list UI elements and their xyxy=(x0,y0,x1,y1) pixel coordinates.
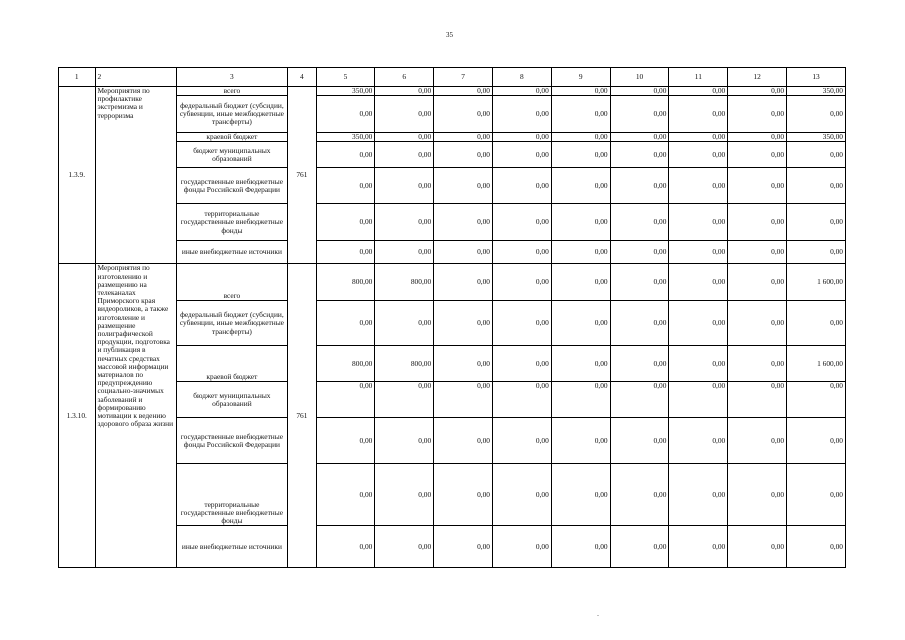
amount-cell: 0,00 xyxy=(669,418,728,464)
amount-cell: 0,00 xyxy=(375,204,434,241)
amount-cell: 0,00 xyxy=(669,346,728,382)
amount-cell: 0,00 xyxy=(493,382,552,418)
amount-cell: 350,00 xyxy=(787,133,846,142)
amount-cell: 0,00 xyxy=(493,204,552,241)
table-row xyxy=(59,87,846,96)
amount-cell: 0,00 xyxy=(434,264,493,301)
amount-cell: 0,00 xyxy=(551,418,610,464)
amount-cell: 0,00 xyxy=(610,418,669,464)
amount-cell: 0,00 xyxy=(610,168,669,204)
amount-cell: 0,00 xyxy=(375,133,434,142)
funding-source: всего xyxy=(176,87,288,96)
amount-cell: 0,00 xyxy=(316,418,375,464)
amount-cell: 0,00 xyxy=(610,464,669,526)
amount-cell: 0,00 xyxy=(787,142,846,168)
amount-cell: 0,00 xyxy=(728,464,787,526)
amount-cell: 0,00 xyxy=(728,133,787,142)
amount-cell: 0,00 xyxy=(610,204,669,241)
amount-cell: 350,00 xyxy=(787,87,846,96)
column-header: 10 xyxy=(610,68,669,87)
column-header: 2 xyxy=(95,68,176,87)
amount-cell: 0,00 xyxy=(551,346,610,382)
amount-cell: 0,00 xyxy=(375,168,434,204)
amount-cell: 0,00 xyxy=(610,301,669,346)
column-header: 12 xyxy=(728,68,787,87)
amount-cell: 0,00 xyxy=(728,418,787,464)
activity-code: 1.3.10. xyxy=(59,264,96,568)
column-header: 5 xyxy=(316,68,375,87)
table-row xyxy=(59,204,846,241)
amount-cell: 0,00 xyxy=(551,301,610,346)
amount-cell: 0,00 xyxy=(669,96,728,133)
amount-cell: 0,00 xyxy=(551,264,610,301)
column-header: 11 xyxy=(669,68,728,87)
amount-cell: 0,00 xyxy=(316,204,375,241)
funding-source: краевой бюджет xyxy=(176,346,288,382)
amount-cell: 0,00 xyxy=(787,96,846,133)
amount-cell: 0,00 xyxy=(316,241,375,264)
amount-cell: 0,00 xyxy=(375,87,434,96)
amount-cell: 0,00 xyxy=(434,526,493,568)
table-row xyxy=(59,133,846,142)
amount-cell: 350,00 xyxy=(316,87,375,96)
column-header: 6 xyxy=(375,68,434,87)
amount-cell: 0,00 xyxy=(493,96,552,133)
table-row xyxy=(59,264,846,301)
amount-cell: 0,00 xyxy=(669,464,728,526)
amount-cell: 0,00 xyxy=(434,168,493,204)
budget-table xyxy=(58,67,846,568)
amount-cell: 0,00 xyxy=(493,418,552,464)
amount-cell: 0,00 xyxy=(787,418,846,464)
funding-source: иные внебюджетные источники xyxy=(176,526,288,568)
column-header: 13 xyxy=(787,68,846,87)
funding-source: всего xyxy=(176,264,288,301)
amount-cell: 0,00 xyxy=(728,204,787,241)
table-row xyxy=(59,418,846,464)
responsible-code: 761 xyxy=(288,264,316,568)
table-row xyxy=(59,168,846,204)
amount-cell: 0,00 xyxy=(787,301,846,346)
amount-cell: 0,00 xyxy=(551,87,610,96)
table-row xyxy=(59,142,846,168)
amount-cell: 0,00 xyxy=(669,526,728,568)
column-header: 1 xyxy=(59,68,96,87)
amount-cell: 0,00 xyxy=(493,301,552,346)
table-row xyxy=(59,301,846,346)
responsible-code: 761 xyxy=(288,87,316,264)
funding-source: иные внебюджетные источники xyxy=(176,241,288,264)
funding-source: федеральный бюджет (субсидии, субвенции, иные межбюджетные трансферты) xyxy=(176,96,288,133)
stray-mark: - xyxy=(597,613,599,619)
amount-cell: 1 600,00 xyxy=(787,264,846,301)
amount-cell: 0,00 xyxy=(669,204,728,241)
amount-cell: 0,00 xyxy=(316,526,375,568)
amount-cell: 0,00 xyxy=(610,133,669,142)
amount-cell: 0,00 xyxy=(787,464,846,526)
amount-cell: 0,00 xyxy=(728,87,787,96)
amount-cell: 0,00 xyxy=(434,382,493,418)
amount-cell: 0,00 xyxy=(434,87,493,96)
activity-code: 1.3.9. xyxy=(59,87,96,264)
amount-cell: 0,00 xyxy=(493,346,552,382)
funding-source: федеральный бюджет (субсидии, субвенции, иные межбюджетные трансферты) xyxy=(176,301,288,346)
amount-cell: 0,00 xyxy=(375,464,434,526)
amount-cell: 0,00 xyxy=(434,418,493,464)
amount-cell: 0,00 xyxy=(551,142,610,168)
amount-cell: 0,00 xyxy=(493,241,552,264)
amount-cell: 0,00 xyxy=(728,346,787,382)
funding-source: территориальные государственные внебюджетные фонды xyxy=(176,204,288,241)
amount-cell: 800,00 xyxy=(375,264,434,301)
amount-cell: 1 600,00 xyxy=(787,346,846,382)
amount-cell: 350,00 xyxy=(316,133,375,142)
funding-source: бюджет муниципальных образований xyxy=(176,382,288,418)
amount-cell: 0,00 xyxy=(787,526,846,568)
amount-cell: 0,00 xyxy=(669,87,728,96)
funding-source: территориальные государственные внебюджетные фонды xyxy=(176,464,288,526)
amount-cell: 0,00 xyxy=(551,96,610,133)
amount-cell: 0,00 xyxy=(610,87,669,96)
amount-cell: 0,00 xyxy=(493,133,552,142)
amount-cell: 0,00 xyxy=(669,264,728,301)
activity-name: Мероприятия по профилактике экстремизма и терроризма xyxy=(95,87,176,264)
amount-cell: 0,00 xyxy=(610,241,669,264)
amount-cell: 0,00 xyxy=(728,241,787,264)
amount-cell: 0,00 xyxy=(787,241,846,264)
funding-source: государственные внебюджетные фонды Российской Федерации xyxy=(176,418,288,464)
amount-cell: 0,00 xyxy=(551,382,610,418)
amount-cell: 0,00 xyxy=(434,133,493,142)
amount-cell: 0,00 xyxy=(493,264,552,301)
amount-cell: 0,00 xyxy=(316,168,375,204)
header-row xyxy=(59,68,846,87)
column-header: 9 xyxy=(551,68,610,87)
funding-source: бюджет муниципальных образований xyxy=(176,142,288,168)
table-row xyxy=(59,526,846,568)
amount-cell: 0,00 xyxy=(728,382,787,418)
amount-cell: 0,00 xyxy=(610,142,669,168)
amount-cell: 0,00 xyxy=(787,382,846,418)
column-header: 7 xyxy=(434,68,493,87)
amount-cell: 0,00 xyxy=(728,142,787,168)
amount-cell: 0,00 xyxy=(375,526,434,568)
amount-cell: 0,00 xyxy=(316,96,375,133)
amount-cell: 0,00 xyxy=(669,142,728,168)
column-header: 3 xyxy=(176,68,288,87)
amount-cell: 0,00 xyxy=(493,142,552,168)
amount-cell: 0,00 xyxy=(434,241,493,264)
amount-cell: 800,00 xyxy=(375,346,434,382)
amount-cell: 0,00 xyxy=(493,87,552,96)
table-row xyxy=(59,346,846,382)
amount-cell: 0,00 xyxy=(434,204,493,241)
amount-cell: 0,00 xyxy=(551,241,610,264)
amount-cell: 0,00 xyxy=(375,241,434,264)
amount-cell: 0,00 xyxy=(375,96,434,133)
amount-cell: 0,00 xyxy=(493,168,552,204)
amount-cell: 0,00 xyxy=(434,346,493,382)
amount-cell: 0,00 xyxy=(610,526,669,568)
funding-source: государственные внебюджетные фонды Российской Федерации xyxy=(176,168,288,204)
amount-cell: 0,00 xyxy=(610,264,669,301)
column-header: 8 xyxy=(493,68,552,87)
amount-cell: 0,00 xyxy=(551,526,610,568)
activity-name: Мероприятия по изготовлению и размещению на телеканалах Приморского края видеороликов, а также изготовление и размещение полиграфической продукции, подготовка и публикация в печатных средствах массовой информации материалов по предупреждению социально-значимых заболеваний и формированию мотивации к ведению здорового образа жизни xyxy=(95,264,176,568)
amount-cell: 800,00 xyxy=(316,346,375,382)
amount-cell: 0,00 xyxy=(669,133,728,142)
table-row xyxy=(59,382,846,418)
amount-cell: 0,00 xyxy=(728,301,787,346)
amount-cell: 0,00 xyxy=(669,168,728,204)
amount-cell: 0,00 xyxy=(551,168,610,204)
table-row xyxy=(59,241,846,264)
amount-cell: 0,00 xyxy=(551,133,610,142)
amount-cell: 0,00 xyxy=(316,382,375,418)
amount-cell: 0,00 xyxy=(610,96,669,133)
amount-cell: 0,00 xyxy=(434,464,493,526)
amount-cell: 0,00 xyxy=(551,464,610,526)
amount-cell: 0,00 xyxy=(434,96,493,133)
amount-cell: 0,00 xyxy=(787,204,846,241)
amount-cell: 0,00 xyxy=(610,382,669,418)
table-row xyxy=(59,464,846,526)
funding-source: краевой бюджет xyxy=(176,133,288,142)
amount-cell: 0,00 xyxy=(316,301,375,346)
amount-cell: 0,00 xyxy=(375,382,434,418)
table-row xyxy=(59,96,846,133)
amount-cell: 0,00 xyxy=(669,241,728,264)
amount-cell: 0,00 xyxy=(375,301,434,346)
amount-cell: 0,00 xyxy=(551,204,610,241)
amount-cell: 0,00 xyxy=(728,96,787,133)
amount-cell: 0,00 xyxy=(787,168,846,204)
amount-cell: 0,00 xyxy=(728,526,787,568)
amount-cell: 0,00 xyxy=(316,464,375,526)
amount-cell: 0,00 xyxy=(493,464,552,526)
column-header: 4 xyxy=(288,68,316,87)
amount-cell: 0,00 xyxy=(728,168,787,204)
amount-cell: 0,00 xyxy=(669,382,728,418)
amount-cell: 0,00 xyxy=(669,301,728,346)
amount-cell: 0,00 xyxy=(728,264,787,301)
amount-cell: 0,00 xyxy=(375,418,434,464)
amount-cell: 0,00 xyxy=(316,142,375,168)
amount-cell: 0,00 xyxy=(493,526,552,568)
amount-cell: 0,00 xyxy=(434,301,493,346)
amount-cell: 0,00 xyxy=(610,346,669,382)
amount-cell: 0,00 xyxy=(375,142,434,168)
amount-cell: 0,00 xyxy=(434,142,493,168)
amount-cell: 800,00 xyxy=(316,264,375,301)
page-number: 35 xyxy=(446,31,453,39)
